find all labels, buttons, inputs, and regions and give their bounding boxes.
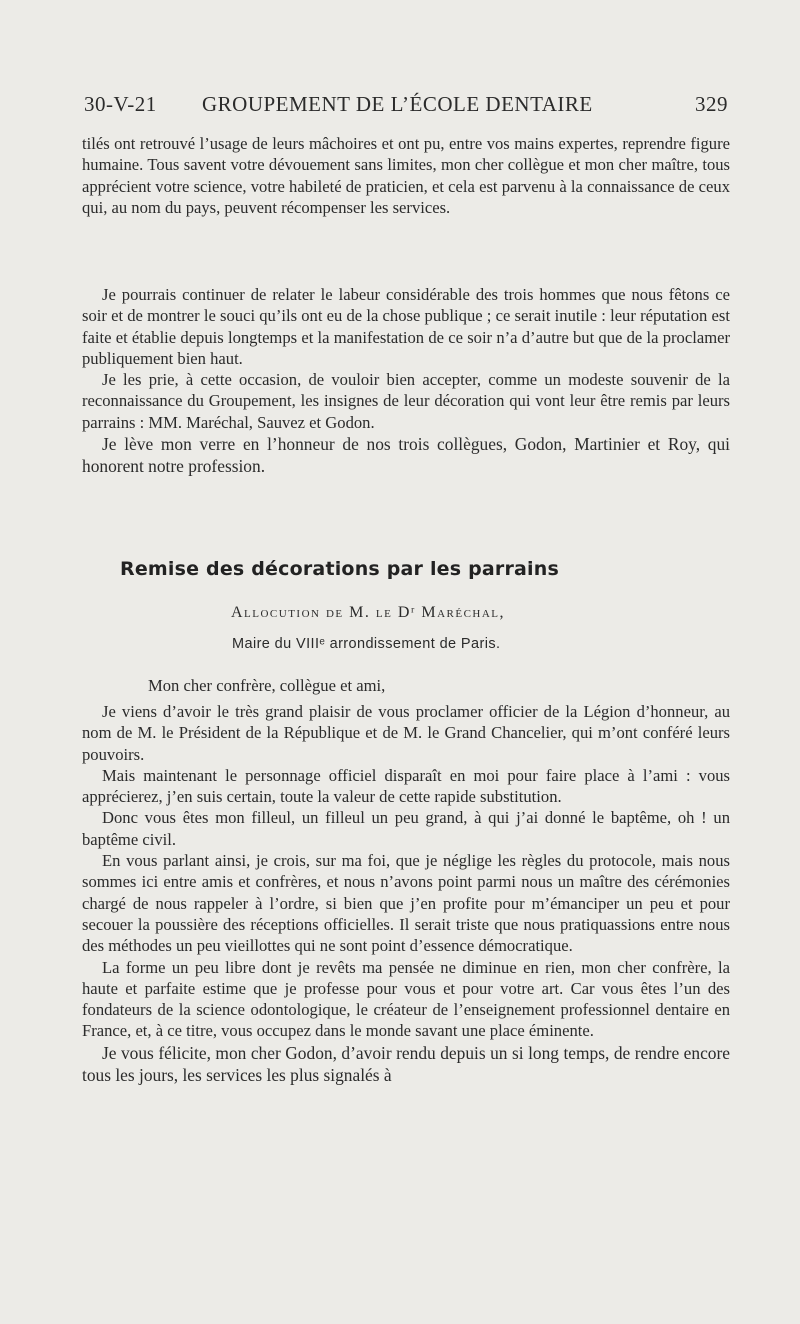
paragraph: Je les prie, à cette occasion, de vouloir bien accepter, comme un modeste souvenir de la reconnaissance du Groupement, les insignes de leur décoration qui vont leur être remis par leurs parrains : MM. Maréchal, Sauvez et Godon. xyxy=(82,370,730,432)
allocution-text xyxy=(82,701,730,1086)
page-number: 329 xyxy=(695,92,728,116)
paragraph: Donc vous êtes mon filleul, un filleul un peu grand, à qui j’ai donné le baptême, oh ! un baptême civil. xyxy=(82,808,730,849)
paragraph: Je pourrais continuer de relater le labeur considérable des trois hommes que nous fêtons ce soir et de montrer le souci qu’ils ont eu de la chose publique ; ce serait inutile : leur réputation est faite et établie depuis longtemps et la manifestation de ce soir n’a d’autre but que de la proclamer publiquement bien haut. xyxy=(82,285,730,368)
paragraph: En vous parlant ainsi, je crois, sur ma foi, que je néglige les règles du protocole, mais nous sommes ici entre amis et confrères, et nous n’avons point parmi nous un maître des cérémonies chargé de nous rappeler à l’ordre, si bien que j’en profite pour m’émanciper un peu et pour secouer la poussière des réceptions officielles. Il serait triste que nous pratiquassions entre nous des méthodes un peu vieillottes qui ne sont point d’essence démocratique. xyxy=(82,851,730,956)
allocution-title: Allocution de M. le Dʳ Maréchal, xyxy=(231,604,506,621)
speech-closing xyxy=(82,284,730,477)
header-date: 30-V-21 xyxy=(84,92,157,116)
paragraph: Je lève mon verre en l’honneur de nos trois collègues, Godon, Martinier et Roy, qui honorent notre profession. xyxy=(82,434,730,477)
section-heading: Remise des décorations par les parrains xyxy=(120,558,560,580)
paragraph: Je viens d’avoir le très grand plaisir de vous proclamer officier de la Légion d’honneur, au nom de M. le Président de la République et de M. le Grand Chancelier, qui m’ont conféré leurs pouvoirs. xyxy=(82,702,730,764)
paragraph: La forme un peu libre dont je revêts ma pensée ne diminue en rien, mon cher confrère, la haute et parfaite estime que je professe pour vous et pour votre art. Car vous êtes l’un des fondateurs de la science odontologique, le créateur de l’enseignement professionnel dentaire en France, et, à ce titre, vous occupez dans le monde savant une place éminente. xyxy=(82,957,730,1041)
running-title: GROUPEMENT DE L’ÉCOLE DENTAIRE xyxy=(202,92,593,116)
paragraph: Mais maintenant le personnage officiel disparaît en moi pour faire place à l’ami : vous apprécierez, j’en suis certain, toute la valeur de cette rapide substitution. xyxy=(82,765,730,807)
paragraph: Je vous félicite, mon cher Godon, d’avoir rendu depuis un si long temps, de rendre encore tous les jours, les services les plus signalés à xyxy=(82,1042,730,1085)
salutation: Mon cher confrère, collègue et ami, xyxy=(148,676,386,695)
paragraph: tilés ont retrouvé l’usage de leurs mâchoires et ont pu, entre vos mains expertes, reprendre figure humaine. Tous savent votre dévouement sans limites, mon cher collègue et mon cher maître, tous apprécient votre science, votre habileté de praticien, et cela est parvenu à la connaissance de ceux qui, au nom du pays, peuvent récompenser les services. xyxy=(82,134,730,217)
allocution-subtitle: Maire du VIIIᵉ arrondissement de Paris. xyxy=(232,636,501,652)
